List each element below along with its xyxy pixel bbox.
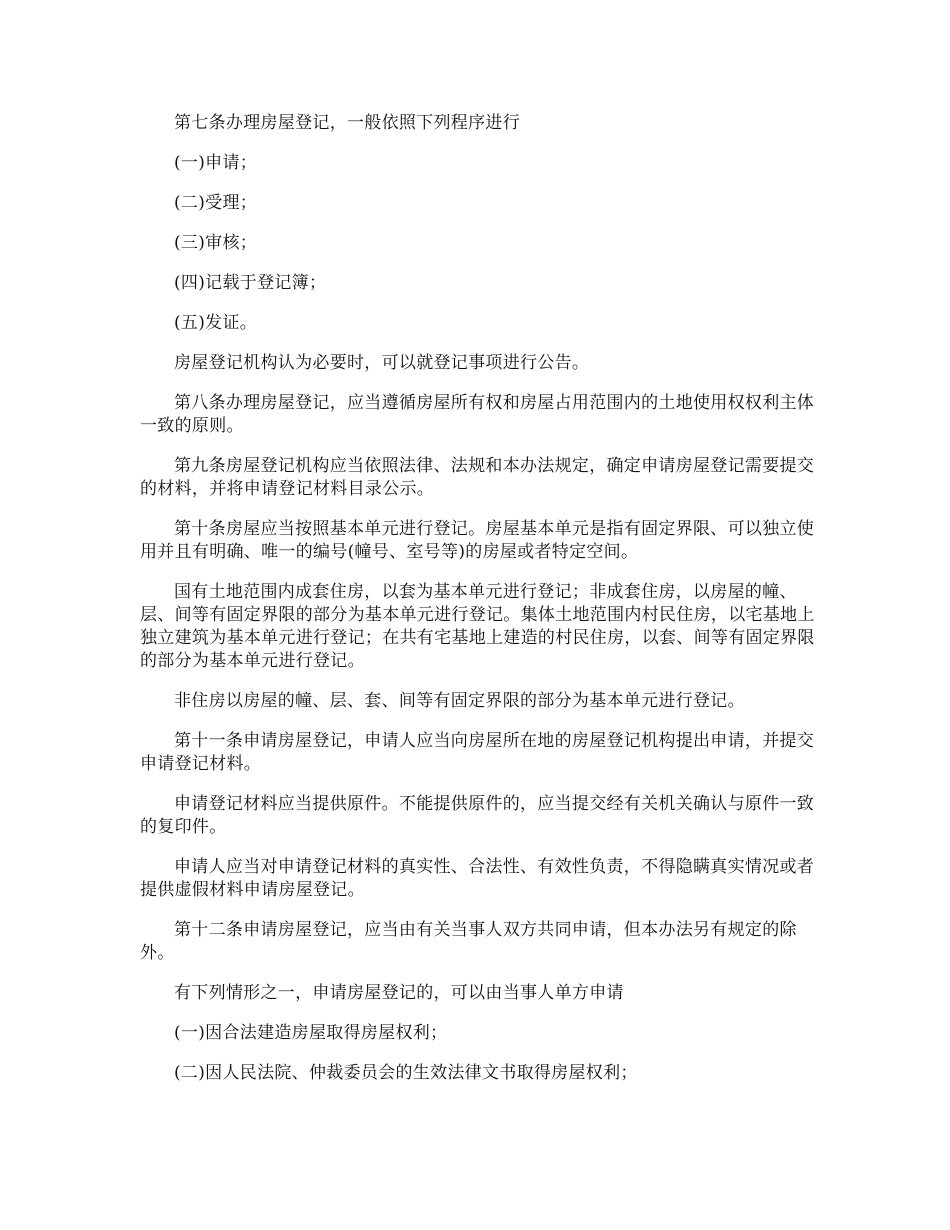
list-item-lawful-construction: (一)因合法建造房屋取得房屋权利； <box>174 1023 448 1043</box>
paragraph-article-10: 第十条房屋应当按照基本单元进行登记。房屋基本单元是指有固定界限、可以独立使用并且有明确、唯一的编号(幢号、室号等)的房屋或者特定空间。 <box>140 519 815 562</box>
paragraph-announcement: 房屋登记机构认为必要时，可以就登记事项进行公告。 <box>174 353 590 373</box>
paragraph-original-documents: 申请登记材料应当提供原件。不能提供原件的，应当提交经有关机关确认与原件一致的复印件。 <box>140 794 815 837</box>
paragraph-article-9: 第九条房屋登记机构应当依照法律、法规和本办法规定，确定申请房屋登记需要提交的材料，并将申请登记材料目录公示。 <box>140 456 815 499</box>
paragraph-applicant-responsibility: 申请人应当对申请登记材料的真实性、合法性、有效性负责，不得隐瞒真实情况或者提供虚假材料申请房屋登记。 <box>140 857 815 900</box>
list-item-4: (四)记载于登记簿； <box>174 273 327 293</box>
paragraph-article-8: 第八条办理房屋登记，应当遵循房屋所有权和房屋占用范围内的土地使用权权利主体一致的原则。 <box>140 393 815 436</box>
paragraph-non-residential: 非住房以房屋的幢、层、套、间等有固定界限的部分为基本单元进行登记。 <box>174 691 745 711</box>
list-item-1: (一)申请； <box>174 153 258 173</box>
list-item-2: (二)受理； <box>174 193 258 213</box>
paragraph-article-7: 第七条办理房屋登记，一般依照下列程序进行 <box>174 113 520 133</box>
paragraph-article-12: 第十二条申请房屋登记，应当由有关当事人双方共同申请，但本办法另有规定的除外。 <box>140 920 797 963</box>
paragraph-unit-rules: 国有土地范围内成套住房，以套为基本单元进行登记；非成套住房，以房屋的幢、层、间等有固定界限的部分为基本单元进行登记。集体土地范围内村民住房，以宅基地上独立建筑为基本单元进行登记；在共有宅基地上建造的村民住房，以套、间等有固定界限的部分为基本单元进行登记。 <box>140 582 815 671</box>
document-body <box>140 112 820 1102</box>
list-item-court-ruling: (二)因人民法院、仲裁委员会的生效法律文书取得房屋权利； <box>174 1063 638 1083</box>
paragraph-article-11: 第十一条申请房屋登记，申请人应当向房屋所在地的房屋登记机构提出申请，并提交申请登记材料。 <box>140 731 815 774</box>
list-item-3: (三)审核； <box>174 233 258 253</box>
paragraph-unilateral-cases: 有下列情形之一，申请房屋登记的，可以由当事人单方申请 <box>174 983 624 1003</box>
list-item-5: (五)发证。 <box>174 313 258 333</box>
